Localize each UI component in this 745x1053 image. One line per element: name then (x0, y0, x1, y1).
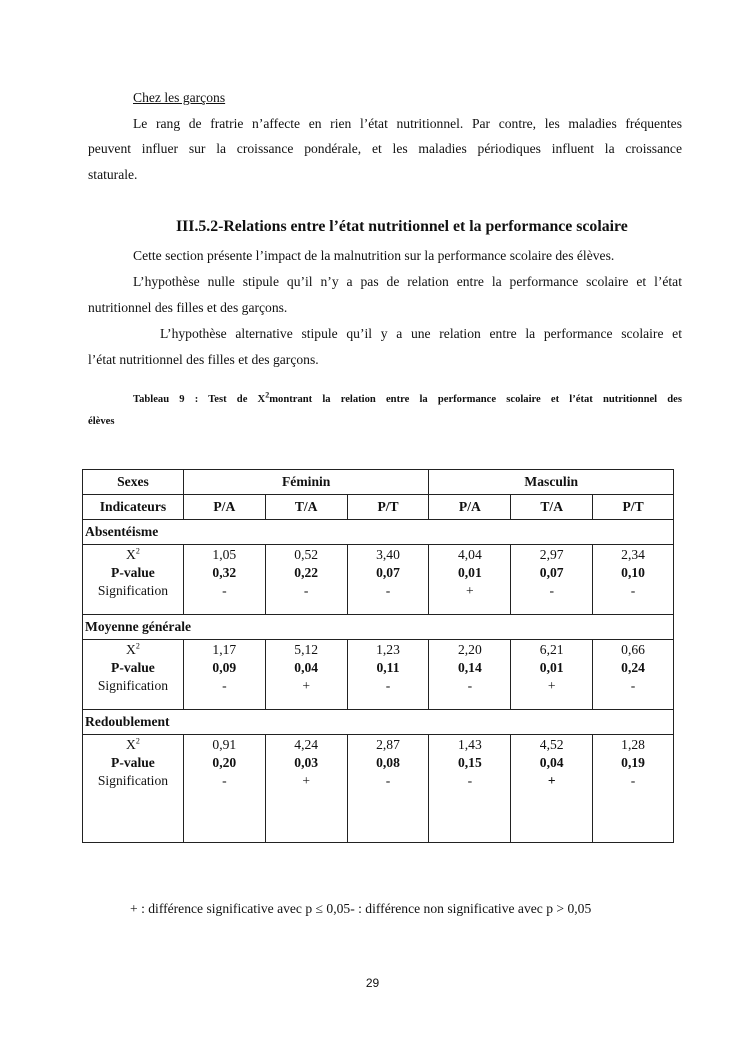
section-row-redoublement: Redoublement (83, 710, 674, 735)
stat-labels: $X^2$ P-value Signification (83, 640, 184, 710)
data-cell: 1,17 0,09 - (183, 640, 265, 710)
paragraph-intro: Cette section présente l’impact de la malnutrition sur la performance scolaire des élèves. (133, 248, 615, 263)
data-cell: 2,20 0,14 - (429, 640, 511, 710)
data-cell: 1,23 0,11 - (347, 640, 429, 710)
data-cell: 4,04 0,01 + (429, 545, 511, 615)
col-header: P/A (183, 495, 265, 520)
table-caption-line2: élèves (88, 416, 115, 427)
section-heading: III.5.2-Relations entre l’état nutritionnel et la performance scolaire (176, 218, 628, 235)
table-footnote: + : différence significative avec p ≤ 0,05- : différence non significative avec p > 0,05 (130, 901, 592, 916)
table-row (83, 735, 674, 843)
page-number: 29 (365, 976, 380, 990)
data-cell: 1,43 0,15 - (429, 735, 511, 843)
results-table (82, 469, 674, 843)
table-row (83, 640, 674, 710)
col-header: T/A (511, 495, 593, 520)
data-cell: 4,52 0,04 + (511, 735, 593, 843)
paragraph-line: L’hypothèse alternative stipule qu’il y a une relation entre la performance scolaire et (160, 326, 682, 341)
stat-labels: $X^2$ P-value Signification (83, 545, 184, 615)
stat-labels: $X^2$ P-value Signification (83, 735, 184, 843)
section-row-moyenne-generale: Moyenne générale (83, 615, 674, 640)
data-cell: 3,40 0,07 - (347, 545, 429, 615)
data-cell: 2,34 0,10 - (593, 545, 674, 615)
col-header: P/A (429, 495, 511, 520)
feminin-header: Féminin (183, 470, 429, 495)
col-header: P/T (347, 495, 429, 520)
data-cell: 0,91 0,20 - (183, 735, 265, 843)
subsection-title-garcons: Chez les garçons (133, 90, 226, 105)
data-cell: 0,66 0,24 - (593, 640, 674, 710)
table-row (83, 545, 674, 615)
data-cell: 6,21 0,01 + (511, 640, 593, 710)
table-caption: Tableau 9 : Test de $X^2montrant$ la relation entre la performance scolaire et l’état nutritionnel des (133, 390, 682, 405)
data-cell: 0,52 0,22 - (265, 545, 347, 615)
paragraph-line: l’état nutritionnel des filles et des garçons. (88, 352, 319, 367)
col-header: T/A (265, 495, 347, 520)
masculin-header: Masculin (429, 470, 674, 495)
data-cell: 1,05 0,32 - (183, 545, 265, 615)
data-cell: 5,12 0,04 + (265, 640, 347, 710)
data-cell: 4,24 0,03 + (265, 735, 347, 843)
paragraph-line: peuvent influer sur la croissance pondérale, et les maladies périodiques influent la croissance (88, 141, 682, 156)
sexes-header: Sexes (83, 470, 184, 495)
data-cell: 2,97 0,07 - (511, 545, 593, 615)
data-cell: 1,28 0,19 - (593, 735, 674, 843)
paragraph-line: staturale. (88, 167, 138, 182)
paragraph-line: Le rang de fratrie n’affecte en rien l’état nutritionnel. Par contre, les maladies fréquentes (133, 116, 682, 131)
paragraph-line: nutritionnel des filles et des garçons. (88, 300, 288, 315)
section-row-absenteisme: Absentéisme (83, 520, 674, 545)
indicateurs-header: Indicateurs (83, 495, 184, 520)
paragraph-line: L’hypothèse nulle stipule qu’il n’y a pas de relation entre la performance scolaire et l’état (133, 274, 682, 289)
data-cell: 2,87 0,08 - (347, 735, 429, 843)
col-header: P/T (593, 495, 674, 520)
